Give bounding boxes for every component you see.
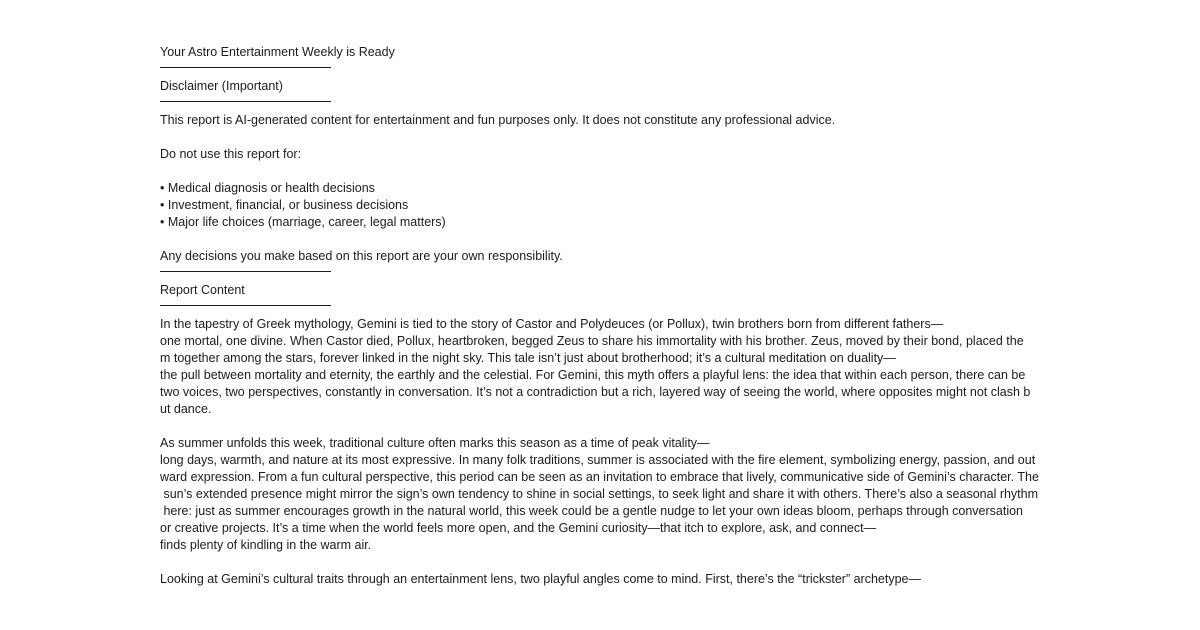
disclaimer-intro: This report is AI-generated content for entertainment and fun purposes only. It does not constitute any professional advice. [160, 113, 836, 127]
paragraph-line: sun’s extended presence might mirror the sign’s own tendency to shine in social settings, to seek light and share it with others. There’s also a seasonal rhythm [160, 487, 1039, 501]
disclaimer-item-medical: • Medical diagnosis or health decisions [160, 181, 375, 195]
disclaimer-heading: Disclaimer (Important) [160, 79, 283, 93]
divider [160, 299, 1060, 316]
paragraph-line: ut dance. [160, 402, 212, 416]
spacer [160, 554, 1060, 571]
paragraph-line: As summer unfolds this week, traditional culture often marks this season as a time of peak vitality— [160, 436, 710, 450]
disclaimer-responsibility: Any decisions you make based on this report are your own responsibility. [160, 249, 563, 263]
spacer [160, 231, 1060, 248]
paragraph-line: two voices, two perspectives, constantly in conversation. It’s not a contradiction but a rich, layered way of seeing the world, where opposites might not clash b [160, 385, 1031, 399]
divider [160, 61, 1060, 78]
paragraph-line: finds plenty of kindling in the warm air. [160, 538, 372, 552]
report-paragraph-2 [160, 435, 1060, 554]
paragraph-line: ward expression. From a fun cultural perspective, this period can be seen as an invitation to embrace that lively, communicative side of Gemini’s character. The [160, 470, 1039, 484]
paragraph-line: the pull between mortality and eternity, the earthly and the celestial. For Gemini, this myth offers a playful lens: the idea that within each person, there can be [160, 368, 1026, 382]
paragraph-line: Looking at Gemini’s cultural traits through an entertainment lens, two playful angles come to mind. First, there’s the “trickster” archetype— [160, 572, 921, 586]
divider [160, 95, 1060, 112]
report-paragraph-3 [160, 571, 1060, 588]
disclaimer-item-investment: • Investment, financial, or business decisions [160, 198, 409, 212]
paragraph-line: one mortal, one divine. When Castor died, Pollux, heartbroken, begged Zeus to share his immortality with his brother. Zeus, moved by their bond, placed the [160, 334, 1024, 348]
disclaimer-do-not-use: Do not use this report for: [160, 147, 302, 161]
disclaimer-item-life-choices: • Major life choices (marriage, career, legal matters) [160, 215, 446, 229]
spacer [160, 129, 1060, 146]
content-column [160, 44, 1060, 588]
report-heading: Report Content [160, 283, 245, 297]
paragraph-line: long days, warmth, and nature at its most expressive. In many folk traditions, summer is associated with the fire element, symbolizing energy, passion, and out [160, 453, 1036, 467]
paragraph-line: here: just as summer encourages growth in the natural world, this week could be a gentle nudge to let your own ideas bloom, perhaps through conversation [160, 504, 1024, 518]
divider [160, 265, 1060, 282]
paragraph-line: In the tapestry of Greek mythology, Gemini is tied to the story of Castor and Polydeuces (or Pollux), twin brothers born from different fathers— [160, 317, 944, 331]
paragraph-line: or creative projects. It’s a time when the world feels more open, and the Gemini curiosity—that itch to explore, ask, and connect— [160, 521, 877, 535]
page-title: Your Astro Entertainment Weekly is Ready [160, 45, 395, 59]
paragraph-line: m together among the stars, forever linked in the night sky. This tale isn’t just about brotherhood; it’s a cultural meditation on duality— [160, 351, 896, 365]
report-paragraph-1 [160, 316, 1060, 418]
spacer [160, 418, 1060, 435]
spacer [160, 163, 1060, 180]
